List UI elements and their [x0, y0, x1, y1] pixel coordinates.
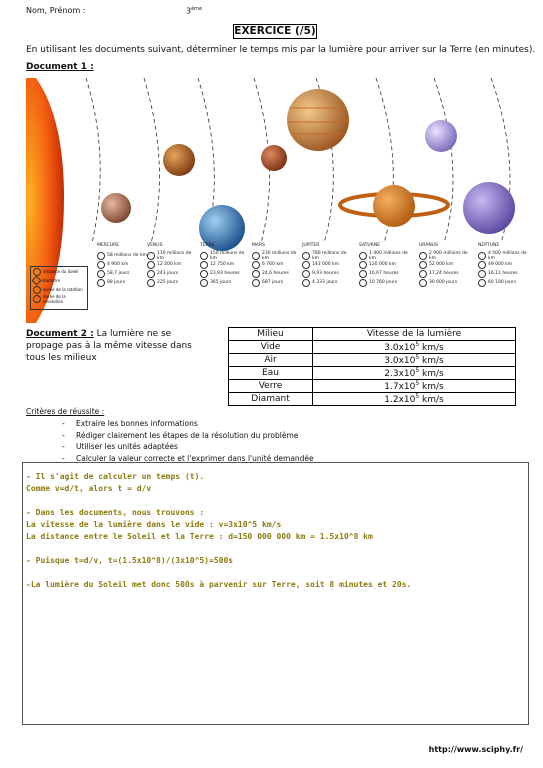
name-label: Nom, Prénom : — [26, 6, 86, 15]
instructions: En utilisant les documents suivant, déterminer le temps mis par la lumière pour arriver sur la Terre (en minutes). — [26, 45, 536, 55]
planet-column-6 — [419, 243, 471, 287]
distance-icon — [359, 252, 367, 260]
uranus-planet — [425, 120, 457, 152]
planet-name: VÉNUS — [147, 243, 163, 248]
planet-name: TERRE — [200, 243, 215, 248]
rotation-icon — [252, 270, 260, 278]
planet-revolution: 60 190 jours — [478, 278, 530, 287]
document-2: Document 2 : La lumière ne se propage pas à la même vitesse dans tous les milieux — [26, 329, 192, 363]
answer-line: La vitesse de la lumière dans le vide : v=3x10^5 km/s — [26, 520, 282, 529]
planet-distance: 58 millions de km — [97, 251, 149, 260]
revolution-icon — [147, 279, 155, 287]
planet-distance: 4 500 millions de km — [478, 251, 530, 260]
planet-diametre: 4 900 km — [97, 260, 149, 269]
planet-rotation: 9,93 heures — [302, 269, 354, 278]
planet-rotation: 17,24 heures — [419, 269, 471, 278]
planet-distance: 110 millions de km — [147, 251, 199, 260]
planet-revolution: 687 jours — [252, 278, 304, 287]
answer-line: La distance entre le Soleil et la Terre : d=150 000 000 km = 1.5x10^8 km — [26, 532, 373, 541]
planet-rotation: 10,67 heures — [359, 269, 411, 278]
planet-revolution: 365 jours — [200, 278, 252, 287]
planet-column-1 — [147, 243, 199, 287]
diametre-icon — [302, 261, 310, 269]
table-row: Eau $2.3x10^5$ km/s — [229, 367, 516, 380]
diametre-icon — [359, 261, 367, 269]
planet-column-3 — [252, 243, 304, 287]
planet-revolution: 10 760 jours — [359, 278, 411, 287]
distance-icon — [147, 252, 155, 260]
planet-rotation: 16,11 heures — [478, 269, 530, 278]
revolution-icon — [478, 279, 486, 287]
planet-column-4 — [302, 243, 354, 287]
distance-icon — [478, 252, 486, 260]
jupiter-planet — [287, 89, 349, 151]
planet-rotation: 24,6 heures — [252, 269, 304, 278]
revolution-icon — [359, 279, 367, 287]
planet-distance: 780 millions de km — [302, 251, 354, 260]
answer-line: -La lumière du Soleil met donc 500s à parvenir sur Terre, soit 8 minutes et 20s. — [26, 580, 412, 589]
answer-box[interactable] — [22, 462, 529, 725]
rotation-icon — [478, 270, 486, 278]
planet-revolution: 30 600 jours — [419, 278, 471, 287]
diametre-icon — [478, 261, 486, 269]
distance-icon — [97, 252, 105, 260]
criteria-title: Critères de réussite : — [26, 407, 105, 416]
legend-revolution: durée de la révolution — [43, 293, 66, 304]
speed-table — [228, 327, 516, 406]
saturn-planet — [373, 185, 415, 227]
list-item: - Extraire les bonnes informations — [62, 418, 314, 430]
planet-distance: 2 900 millions de km — [419, 251, 471, 260]
answer-line: - Puisque t=d/v, t=(1.5x10^8)/(3x10^5)=500s — [26, 556, 234, 565]
planet-distance: 150 millions de km — [200, 251, 252, 260]
neptune-planet — [463, 182, 515, 234]
planet-revolution: 88 jours — [97, 278, 149, 287]
planet-diametre: 120 000 km — [359, 260, 411, 269]
planet-distance: 230 millions de km — [252, 251, 304, 260]
table-header-row: Milieu Vitesse de la lumière — [229, 328, 516, 341]
mars-planet — [261, 145, 287, 171]
planet-column-0 — [97, 243, 149, 287]
diametre-icon — [252, 261, 260, 269]
table-row: Diamant $1.2x10^5$ km/s — [229, 393, 516, 406]
rotation-icon — [302, 270, 310, 278]
exercise-title: EXERCICE (/5) — [234, 25, 316, 37]
planet-diametre: 12 200 km — [147, 260, 199, 269]
diametre-icon — [419, 261, 427, 269]
revolution-icon — [97, 279, 105, 287]
footer-url[interactable]: http://www.sciphy.fr/ — [428, 745, 523, 754]
criteria-list — [62, 418, 314, 464]
planet-name: NEPTUNE — [478, 243, 500, 248]
mercury-planet — [101, 193, 131, 223]
planet-rotation: 58,7 jours — [97, 269, 149, 278]
revolution-icon — [252, 279, 260, 287]
legend — [30, 266, 88, 310]
class-label: 3ème — [186, 6, 203, 16]
list-item: - Utiliser les unités adaptées — [62, 441, 314, 453]
diametre-icon — [147, 261, 155, 269]
planet-diametre: 12 750 km — [200, 260, 252, 269]
rotation-icon — [200, 270, 208, 278]
planet-name: MARS — [252, 243, 265, 248]
document-1-label: Document 1 : — [26, 62, 94, 72]
distance-icon — [419, 252, 427, 260]
legend-rotation: durée de la rotation — [43, 287, 83, 292]
planet-column-5 — [359, 243, 411, 287]
diametre-icon — [200, 261, 208, 269]
venus-planet — [163, 144, 195, 176]
distance-icon — [200, 252, 208, 260]
table-row: Verre $1.7x10^5$ km/s — [229, 380, 516, 393]
planet-name: URANUS — [419, 243, 438, 248]
revolution-icon — [200, 279, 208, 287]
list-item: - Calculer la valeur correcte et l'exprimer dans l'unité demandée — [62, 453, 314, 465]
rotation-icon — [419, 270, 427, 278]
planet-distance: 1 400 millions de km — [359, 251, 411, 260]
answer-line: - Dans les documents, nous trouvons : — [26, 508, 205, 517]
diametre-icon — [97, 261, 105, 269]
planet-diametre: 143 000 km — [302, 260, 354, 269]
table-row: Vide $3.0x10^5$ km/s — [229, 341, 516, 354]
rotation-icon — [359, 270, 367, 278]
planet-name: SATURNE — [359, 243, 381, 248]
planet-column-7 — [478, 243, 530, 287]
planet-diametre: 52 000 km — [419, 260, 471, 269]
planet-diametre: 49 000 km — [478, 260, 530, 269]
revolution-icon — [419, 279, 427, 287]
answer-line: Comme v=d/t, alors t = d/v — [26, 484, 152, 493]
answer-line: - Il s'agit de calculer un temps (t). — [26, 472, 205, 481]
distance-icon — [302, 252, 310, 260]
planet-diametre: 6 760 km — [252, 260, 304, 269]
planet-revolution: 4 333 jours — [302, 278, 354, 287]
rotation-icon — [147, 270, 155, 278]
planet-revolution: 225 jours — [147, 278, 199, 287]
legend-diametre: diamètre — [42, 278, 61, 283]
planet-name: MERCURE — [97, 243, 120, 248]
list-item: - Rédiger clairement les étapes de la résolution du problème — [62, 430, 314, 442]
planet-rotation: 243 jours — [147, 269, 199, 278]
legend-distance: distance du Soleil — [43, 269, 79, 274]
planet-rotation: 23,93 heures — [200, 269, 252, 278]
revolution-icon — [302, 279, 310, 287]
table-row: Air $3.0x10^5$ km/s — [229, 354, 516, 367]
planet-name: JUPITER — [302, 243, 320, 248]
rotation-icon — [97, 270, 105, 278]
planet-column-2 — [200, 243, 252, 287]
distance-icon — [252, 252, 260, 260]
